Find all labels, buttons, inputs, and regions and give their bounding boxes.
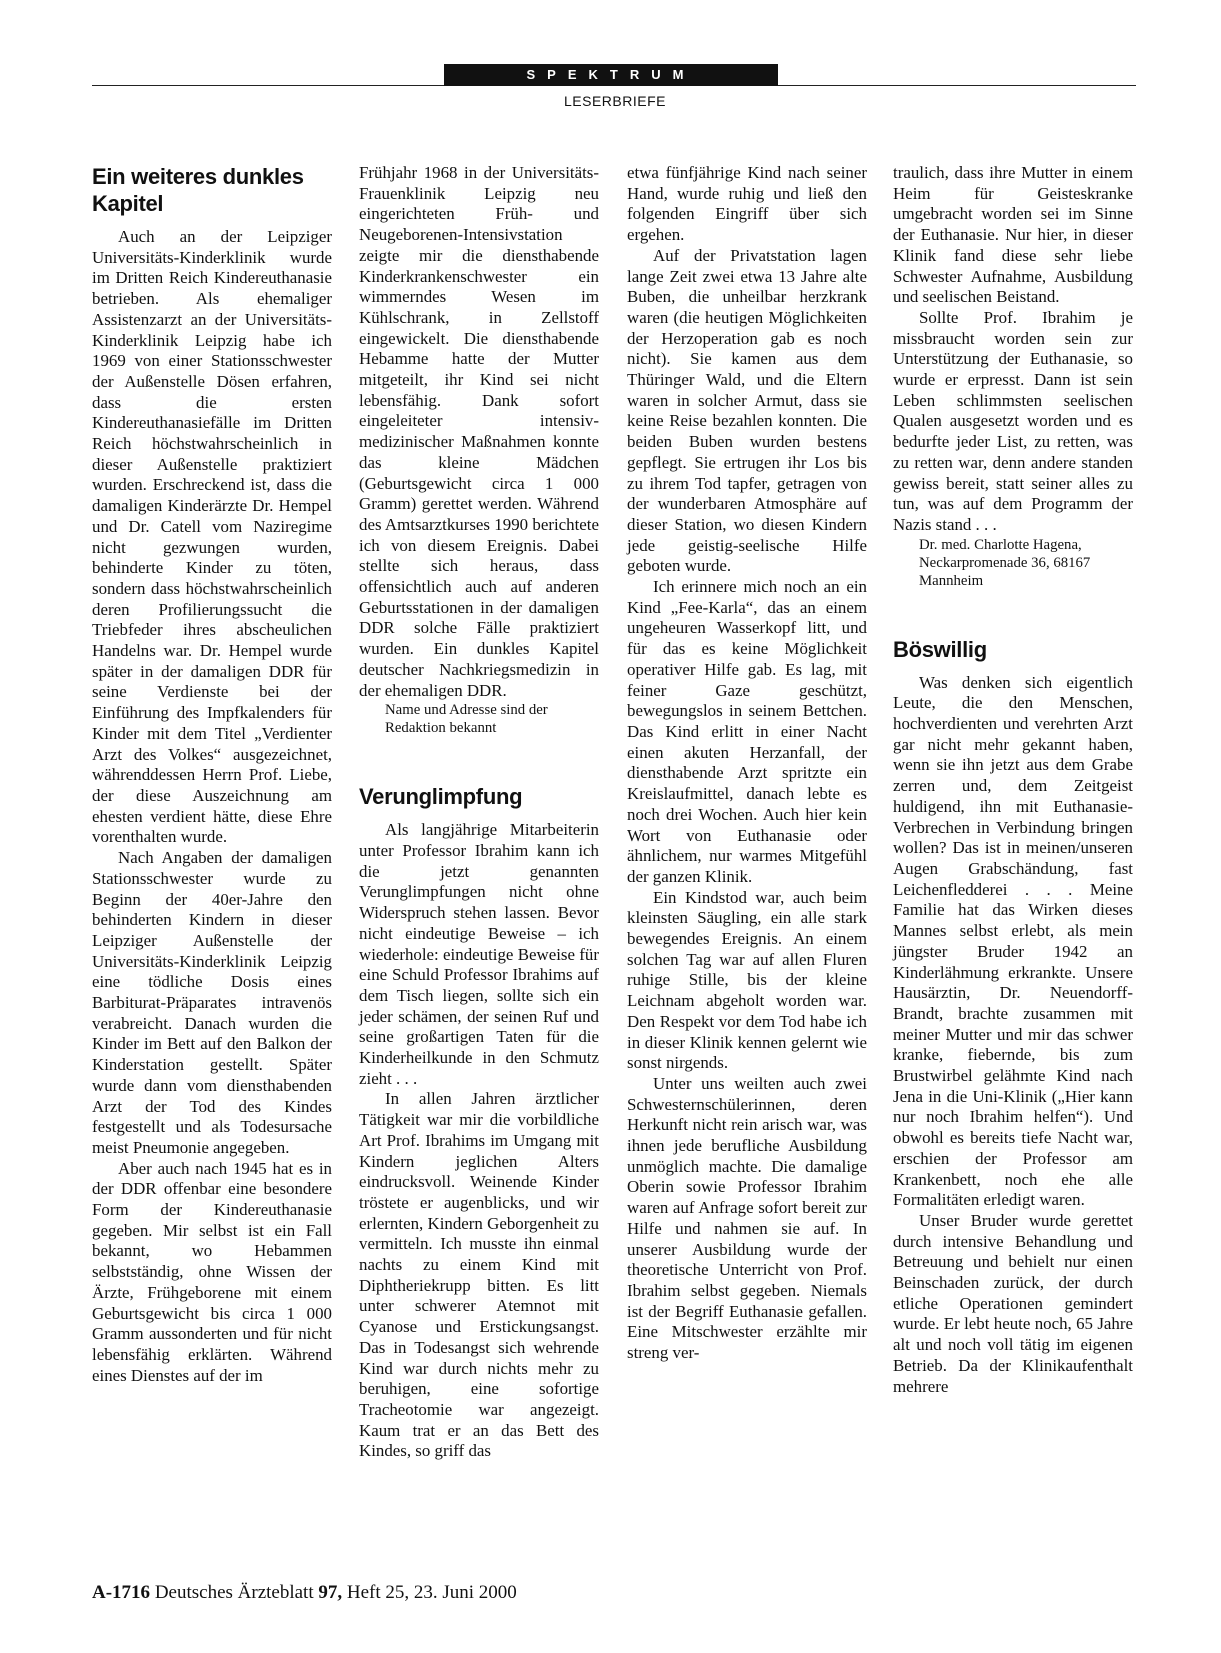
body-paragraph: Sollte Prof. Ibrahim je missbraucht worden sein zur Unterstützung der Euthanasie, so wurde er erpresst. Dann ist sein Leben schlimmsten seelischen Qualen ausgesetzt worden und es bedurfte jeder List, zu retten, was zu retten war, denn andere standen gewiss bereit, statt seiner alles zu tun, was auf dem Programm der Nazis stand . . . xyxy=(893,307,1133,534)
letter-signature: Name und Adresse sind der Redaktion bekannt xyxy=(385,702,548,737)
body-paragraph: Auf der Privatstation lagen lange Zeit zwei etwa 13 Jahre alte Buben, die unheilbar herzkrank waren (die heutigen Möglichkeiten der Herzoperation gab es noch nicht). Sie kamen aus dem Thüringer Wald, und die Eltern waren in solcher Armut, dass sie keine Reise bezahlen konnten. Die beiden Buben wurden bestens gepflegt. Sie ertrugen ihr Los bis zu ihrem Tod tapfer, getragen von der wunderbaren Atmosphäre auf dieser Station, wo diesen Kindern jede geistig-seelische Hilfe geboten wurde. xyxy=(627,245,867,576)
journal-volume: 97, xyxy=(318,1582,343,1603)
column-2 xyxy=(359,163,599,1462)
letter-heading: Ein weiteres dunkles Kapitel xyxy=(92,164,304,216)
body-paragraph: Als langjährige Mitarbeiterin unter Professor Ibrahim kann ich die jetzt genannten Verunglimpfungen nicht ohne Widerspruch stehen lassen. Bevor nicht eindeutige Beweise – ich wiederhole: eindeutige Beweise für eine Schuld Professor Ibrahims auf dem Tisch liegen, sollte sich ein jeder schämen, der seinen Ruf und seine großartigen Taten für die Kinderheilkunde in den Schmutz zieht . . . xyxy=(359,820,599,1088)
column-1 xyxy=(92,163,332,1386)
body-paragraph: Unser Bruder wurde gerettet durch intensive Behandlung und Betreuung und behielt nur einen Beinschaden zurück, der durch etliche Operationen gemindert wurde. Er lebt heute noch, 65 Jahre alt und noch voll tätig im eigenen Betrieb. Da der Klinikaufenthalt mehrere xyxy=(893,1210,1133,1396)
page-number: A-1716 xyxy=(92,1582,151,1603)
column-3 xyxy=(627,163,867,1364)
letter-signature: Dr. med. Charlotte Hagena, Neckarpromenade 36, 68167 Mannheim xyxy=(919,536,1091,589)
body-paragraph: Ein Kindstod war, auch beim kleinsten Säugling, ein alle stark bewegendes Ereignis. An einem solchen Tag war auf allen Fluren ruhige Stille, bis der kleine Leichnam abgeholt worden war. Den Respekt vor dem Tod habe ich in dieser Klinik kennen gelernt wie sonst nirgends. xyxy=(627,887,867,1073)
column-4 xyxy=(893,163,1133,1397)
page-footer xyxy=(92,1582,517,1604)
section-label: SPEKTRUM xyxy=(444,64,778,86)
body-paragraph: Was denken sich eigentlich Leute, die den Menschen, hochverdienten und verehrten Arzt gar nicht mehr gekannt haben, wenn sie ihn jetzt aus dem Grabe zerren und, dem Zeitgeist huldigend, ihn mit Euthanasie-Verbrechen in Verbindung bringen wollen? Das ist in meinen/unseren Augen Grabschändung, fast Leichenfledderei . . . Meine Familie hat das Wirken dieses Mannes selbst erlebt, als mein jüngster Bruder 1942 an Kinderlähmung erkrankte. Unsere Hausärztin, Dr. Neuendorff-Brandt, brachte zusammen mit meiner Mutter und mir das schwer kranke, fiebernde, bis zum Brustwirbel gelähmte Kind nach Jena in die Uni-Klinik („Hier kann nur noch Ibrahim helfen“). Und obwohl es bereits tiefe Nacht war, erschien der Professor am Krankenbett, noch ehe alle Formalitäten erledigt waren. xyxy=(893,672,1133,1210)
body-paragraph: traulich, dass ihre Mutter in einem Heim für Geisteskranke umgebracht worden sei im Sinne der Euthanasie. Nur hier, in dieser Klinik fand diese sehr liebe Schwester Aufnahme, Ausbildung und seelischen Beistand. xyxy=(893,163,1133,307)
issue-info: Heft 25, 23. Juni 2000 xyxy=(346,1582,517,1603)
letter-heading: Böswillig xyxy=(893,636,987,662)
body-paragraph: Ich erinnere mich noch an ein Kind „Fee-Karla“, das an einem ungeheuren Wasserkopf litt, und für das es keine Möglichkeit operativer Hilfe gab. Es lag, mit feiner Gaze geschützt, bewegungslos in seinem Bettchen. Das Kind erlitt in einer Nacht einen akuten Herzanfall, der diensthabende Arzt spritzte ein Kreislaufmittel, danach lebte es noch drei Wochen. Auch hier kein Wort von Euthanasie oder ähnlichem, nur warmes Mitgefühl der ganzen Klinik. xyxy=(627,577,867,886)
body-paragraph: In allen Jahren ärztlicher Tätigkeit war mir die vorbildliche Art Prof. Ibrahims im Umgang mit Kindern jeglichen Alters eindrucksvoll. Weinende Kinder tröstete er augenblicks, und wir erlernten, Kindern Geborgenheit zu vermitteln. Ich musste ihn einmal nachts zu einem Kind mit Diphtheriekrupp bitten. Es litt unter schwerer Atemnot mit Cyanose und Erstickungsangst. Das in Todesangst sich wehrende Kind war durch nichts mehr zu beruhigen, eine sofortige Tracheotomie war angezeigt. Kaum trat er an das Bett des Kindes, so griff das xyxy=(359,1089,599,1461)
body-paragraph: Frühjahr 1968 in der Universitäts-Frauenklinik Leipzig neu eingerichteten Früh- und Neugeborenen-Intensivstation zeigte mir die diensthabende Kinderkrankenschwester ein wimmerndes Wesen im Kühlschrank, in Zellstoff eingewickelt. Die diensthabende Hebamme hatte der Mutter mitgeteilt, ihr Kind sei nicht lebensfähig. Dank sofort eingeleiteter intensiv-medizinischer Maßnahmen konnte das kleine Mädchen (Geburtsgewicht circa 1 000 Gramm) gerettet werden. Während des Amtsarztkurses 1990 berichtete ich von diesem Ereignis. Dabei stellte sich heraus, dass offensichtlich auch auf anderen Geburtsstationen in der damaligen DDR solche Fälle praktiziert wurden. Ein dunkles Kapitel deutscher Nachkriegsmedizin in der ehemaligen DDR. xyxy=(359,163,599,700)
letter-heading: Verunglimpfung xyxy=(359,784,523,810)
body-paragraph: Auch an der Leipziger Universitäts-Kinderklinik wurde im Dritten Reich Kindereuthanasie betrieben. Als ehemaliger Assistenzarzt an der Universitäts-Kinderklinik Leipzig habe ich 1969 von einer Stationsschwester der Außenstelle Dösen erfahren, dass die ersten Kindereuthanasiefälle im Dritten Reich höchstwahrscheinlich in dieser Außenstelle praktiziert wurden. Erschreckend ist, dass die damaligen Kinderärzte Dr. Hempel und Dr. Catell vom Naziregime nicht gezwungen wurden, behinderte Kinder zu töten, sondern dass höchstwahrscheinlich deren Profilierungssucht die Triebfeder ihres abscheulichen Handelns war. Dr. Hempel wurde später in der damaligen DDR für seine Verdienste bei der Einführung des Impfkalenders für Kinder mit dem Titel „Verdienter Arzt des Volkes“ ausgezeichnet, währenddessen Herrn Prof. Liebe, der diese Auszeichnung am ehesten verdient hätte, diese Ehre vorenthalten wurde. xyxy=(92,227,332,847)
journal-name: Deutsches Ärzteblatt xyxy=(154,1582,314,1603)
body-paragraph: Unter uns weilten auch zwei Schwesternschülerinnen, deren Herkunft nicht rein arisch war, was ihnen jede berufliche Ausbildung unmöglich machte. Die damalige Oberin sowie Professor Ibrahim waren auf Anfrage sofort bereit zur Hilfe und nahmen sie auf. In unserer Ausbildung wurde der theoretische Unterricht von Prof. Ibrahim selbst gegeben. Niemals ist der Begriff Euthanasie gefallen. Eine Mitschwester erzählte mir streng ver- xyxy=(627,1073,867,1363)
subsection-label: LESERBRIEFE xyxy=(564,93,666,109)
body-paragraph: Nach Angaben der damaligen Stationsschwester wurde zu Beginn der 40er-Jahre den behinderten Kindern in dieser Leipziger Außenstelle der Universitäts-Kinderklinik Leipzig eine tödliche Dosis eines Barbiturat-Präparates intravenös verabreicht. Danach wurden die Kinder im Bett auf den Balkon der Kinderstation gestellt. Später wurde dann vom diensthabenden Arzt der Tod des Kindes festgestellt und als Todesursache meist Pneumonie angegeben. xyxy=(92,848,332,1157)
body-paragraph: etwa fünfjährige Kind nach seiner Hand, wurde ruhig und ließ den folgenden Eingriff über sich ergehen. xyxy=(627,163,867,245)
body-paragraph: Aber auch nach 1945 hat es in der DDR offenbar eine besondere Form der Kindereuthanasie gegeben. Mir selbst ist ein Fall bekannt, wo Hebammen selbstständig, ohne Wissen der Ärzte, Frühgeborene mit einem Geburtsgewicht bis circa 1 000 Gramm aussonderten und für nicht lebensfähig erklärten. Während eines Dienstes auf der im xyxy=(92,1158,332,1385)
